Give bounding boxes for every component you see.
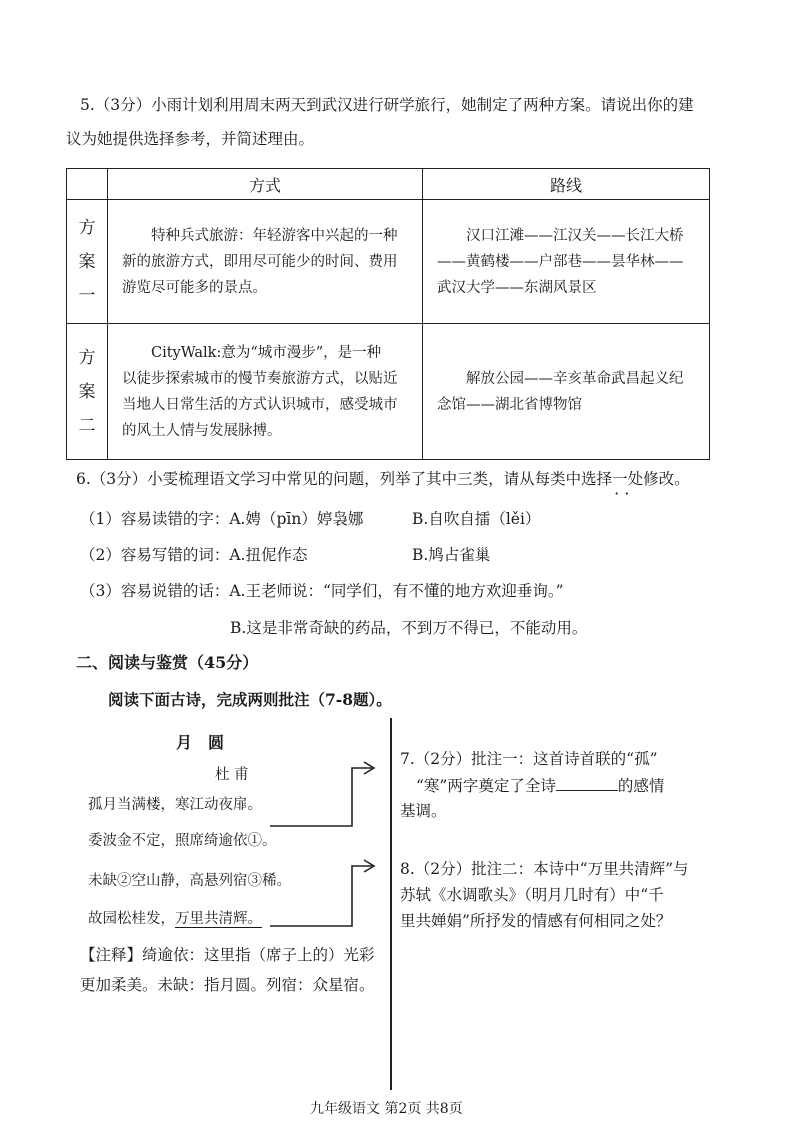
q5-line2: 议为她提供选择参考，并简述理由。 <box>66 130 315 148</box>
q7-line1: 7.（2分）批注一：这首诗首联的“孤” <box>400 750 658 768</box>
q6-item2a: （2）容易写错的词：A.扭伲作态 <box>80 546 308 564</box>
header-method: 方式 <box>108 169 423 200</box>
divider-line <box>390 718 392 1090</box>
poem-note1: 【注释】绮逾依：这里指（席子上的）光彩 <box>80 946 375 964</box>
poem-line2: 委波金不定，照席绮逾依①。 <box>88 833 277 849</box>
q6-item1b: B.自吹自擂（lěi） <box>412 510 541 528</box>
q7-line2: “寒”两字奠定了全诗 的感情 <box>416 774 664 797</box>
q8-line1: 8.（2分）批注二：本诗中“万里共清辉”与 <box>400 860 689 878</box>
q8-line2: 苏轼《水调歌头》（明月几时有）中“千 <box>400 886 664 904</box>
plan1-label: 方 案 一 <box>67 200 108 324</box>
header-route: 路线 <box>423 169 710 200</box>
plan1-method: 特种兵式旅游：年轻游客中兴起的一种 新的旅游方式，即用尽可能少的时间、费用 游览尽可能多的景点。 <box>108 200 423 324</box>
poem-line3: 未缺②空山静，高悬列宿③稀。 <box>88 873 291 889</box>
q8-line3: 里共婵娟”所抒发的情感有何相同之处？ <box>400 912 672 930</box>
q6-item2b: B.鸠占雀巢 <box>412 546 491 564</box>
section2-title: 二、阅读与鉴赏（45分） <box>76 653 259 672</box>
q5-line1: 5.（3分）小雨计划利用周末两天到武汉进行研学旅行，她制定了两种方案。请说出你的建 <box>80 96 694 114</box>
answer-blank[interactable] <box>556 774 618 791</box>
plan2-method: CityWalk:意为“城市漫步”，是一种 以徒步探索城市的慢节奏旅游方式，以贴近 当地人日常生活的方式认识城市，感受城市 的风土人情与发展脉搏。 <box>108 324 423 460</box>
poem-line4: 故园松桂发，万里共清辉。 <box>88 911 262 927</box>
plan2-label: 方 案 二 <box>67 324 108 460</box>
q6-item1a: （1）容易读错的字：A.娉（pīn）婷袅娜 <box>80 510 364 528</box>
poem-note2: 更加柔美。未缺：指月圆。列宿：众星宿。 <box>80 976 375 994</box>
q7-line3: 基调。 <box>400 802 447 820</box>
plan2-route: 解放公园——辛亥革命武昌起义纪 念馆——湖北省博物馆 <box>423 324 710 460</box>
q6-stem: 6.（3分）小雯梳理语文学习中常见的问题，列举了其中三类，请从每类中选择一处 ·· 修改。 <box>76 470 690 503</box>
plan1-route: 汉口江滩——江汉关——长江大桥 ——黄鹤楼——户部巷——昙华林—— 武汉大学——东湖风景区 <box>423 200 710 324</box>
page-footer: 九年级语文 第2页 共8页 <box>310 1101 463 1117</box>
section2-instruction: 阅读下面古诗，完成两则批注（7-8题）。 <box>108 690 392 709</box>
q6-item3a: （3）容易说错的话：A.王老师说：“同学们，有不懂的地方欢迎垂询。” <box>80 582 564 600</box>
poem-line1: 孤月当满楼，寒江动夜扉。 <box>88 797 262 813</box>
q6-item3b: B.这是非常奇缺的药品，不到万不得已，不能动用。 <box>230 619 588 637</box>
poem-author: 杜 甫 <box>215 767 249 783</box>
poem-underlined-phrase: 万里共清辉。 <box>175 911 262 927</box>
poem-title: 月 圆 <box>176 733 225 752</box>
emphasis-dots: 一处 ·· <box>612 470 644 503</box>
